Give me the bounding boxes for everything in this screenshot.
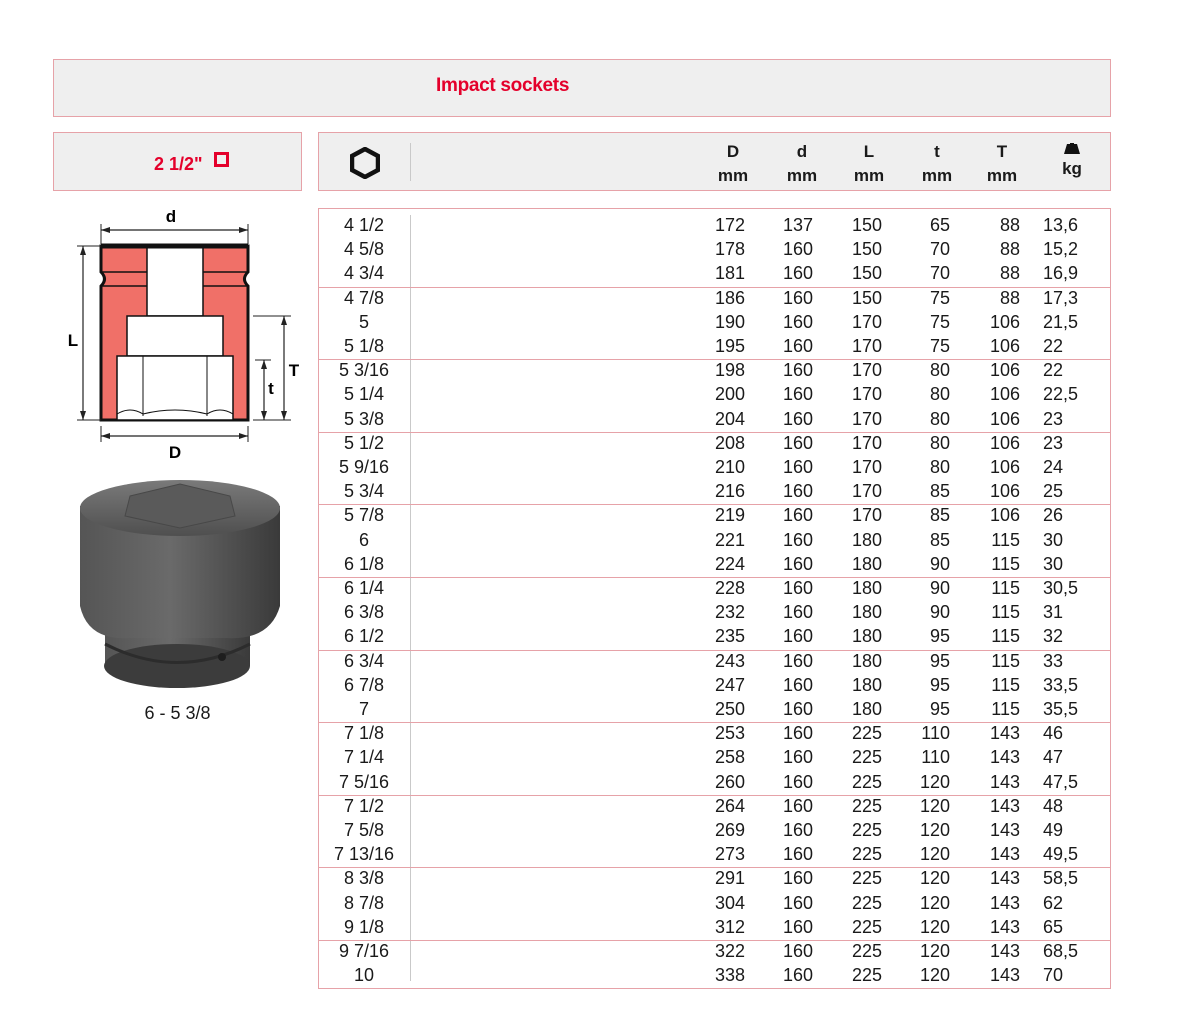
cell-L: 225	[851, 892, 882, 913]
col-header-t: t mm	[921, 142, 953, 185]
cell-kg: 65	[1043, 916, 1064, 937]
cell-t: 80	[929, 457, 950, 477]
cell-D: 208	[714, 432, 745, 453]
cell-size: 6 3/8	[343, 602, 385, 623]
cell-d: 160	[782, 650, 813, 671]
cell-T: 143	[989, 965, 1020, 986]
cell-d: 160	[782, 457, 813, 477]
cell-T: 115	[991, 578, 1020, 598]
cell-D: 210	[714, 457, 745, 477]
cell-d: 160	[782, 844, 813, 865]
cell-t: 120	[919, 844, 950, 865]
cell-t: 120	[919, 868, 950, 889]
cell-t: 120	[919, 795, 950, 816]
cell-d: 160	[782, 602, 813, 623]
col-header-weight: kg	[1042, 140, 1102, 181]
cell-size: 7 5/16	[338, 771, 390, 792]
cell-L: 180	[851, 602, 882, 623]
cell-T: 88	[999, 287, 1020, 308]
cell-kg: 24	[1043, 457, 1064, 477]
cell-D: 224	[714, 553, 745, 574]
photo-caption: 6 - 5 3/8	[144, 703, 211, 723]
table-row	[319, 503, 1110, 527]
cell-kg: 70	[1043, 965, 1064, 986]
cell-D: 338	[714, 965, 745, 986]
table-row	[319, 697, 1110, 721]
cell-t: 95	[929, 650, 950, 671]
cell-D: 198	[714, 360, 745, 381]
cell-t: 95	[929, 626, 950, 647]
table-row	[319, 866, 1110, 890]
label-t: t	[268, 379, 274, 398]
cell-d: 137	[782, 215, 813, 235]
cell-size: 5 9/16	[338, 457, 390, 477]
cell-size: 5 3/16	[338, 360, 390, 381]
cell-L: 180	[851, 650, 882, 671]
cell-L: 180	[851, 626, 882, 647]
cell-d: 160	[782, 747, 813, 768]
cell-D: 232	[714, 602, 745, 623]
cell-size: 6 1/2	[343, 626, 385, 647]
cell-L: 225	[851, 820, 882, 840]
cell-kg: 22	[1043, 336, 1064, 356]
cell-L: 150	[851, 287, 882, 308]
cell-D: 219	[714, 505, 745, 526]
cell-L: 180	[851, 699, 882, 719]
table-row	[319, 334, 1110, 358]
cell-T: 106	[989, 336, 1020, 356]
cell-D: 258	[714, 747, 745, 768]
table-row	[319, 431, 1110, 455]
cell-T: 106	[989, 457, 1020, 477]
cell-size: 4 3/4	[343, 263, 385, 284]
cell-t: 120	[919, 941, 950, 961]
cell-T: 88	[999, 263, 1020, 284]
cell-L: 225	[851, 916, 882, 937]
cell-size: 7 1/8	[343, 723, 385, 744]
cell-d: 160	[782, 868, 813, 889]
table-row	[319, 237, 1110, 261]
cell-d: 160	[782, 384, 813, 405]
table-row	[319, 382, 1110, 406]
cell-size: 5 1/2	[343, 432, 385, 453]
cell-size: 10	[353, 965, 375, 986]
cell-size: 8 3/8	[343, 868, 385, 889]
cell-size: 6 3/4	[343, 650, 385, 671]
cell-kg: 17,3	[1043, 287, 1079, 308]
cell-kg: 47,5	[1043, 771, 1079, 792]
table-row	[319, 286, 1110, 310]
cell-t: 120	[919, 771, 950, 792]
cell-D: 221	[714, 529, 745, 550]
cell-T: 106	[989, 505, 1020, 526]
cell-T: 106	[989, 432, 1020, 453]
cell-size: 7	[358, 699, 369, 719]
cell-L: 170	[851, 481, 882, 502]
table-row	[319, 261, 1110, 285]
col-header-d: d mm	[786, 142, 818, 185]
cell-D: 273	[714, 844, 745, 865]
cell-t: 75	[929, 287, 950, 308]
table-row	[319, 939, 1110, 963]
cell-size: 7 1/4	[343, 747, 385, 768]
cell-D: 247	[714, 674, 745, 695]
cell-T: 115	[991, 650, 1020, 671]
cell-d: 160	[782, 529, 813, 550]
cell-size: 5 1/4	[343, 384, 385, 405]
table-row	[319, 479, 1110, 503]
cell-D: 243	[714, 650, 745, 671]
cell-d: 160	[782, 626, 813, 647]
cell-size: 5 3/4	[343, 481, 385, 502]
cell-D: 291	[714, 868, 745, 889]
table-row	[319, 794, 1110, 818]
cell-T: 115	[991, 602, 1020, 623]
cell-kg: 15,2	[1043, 239, 1079, 260]
cell-d: 160	[782, 795, 813, 816]
table-row	[319, 891, 1110, 915]
cell-size: 7 13/16	[333, 844, 395, 865]
cell-t: 120	[919, 892, 950, 913]
square-drive-icon	[214, 152, 229, 167]
cell-kg: 30,5	[1043, 578, 1079, 598]
cell-size: 9 1/8	[343, 916, 385, 937]
cell-L: 170	[851, 457, 882, 477]
cell-L: 170	[851, 384, 882, 405]
cell-t: 95	[929, 699, 950, 719]
cell-d: 160	[782, 432, 813, 453]
cell-D: 312	[714, 916, 745, 937]
cell-T: 143	[989, 844, 1020, 865]
table-row	[319, 310, 1110, 334]
cell-kg: 26	[1043, 505, 1064, 526]
cell-size: 5 1/8	[343, 336, 385, 356]
table-row	[319, 358, 1110, 382]
table-row	[319, 963, 1110, 987]
cell-kg: 22,5	[1043, 384, 1079, 405]
header-divider	[410, 143, 411, 181]
cell-L: 170	[851, 505, 882, 526]
cell-d: 160	[782, 263, 813, 284]
cell-T: 88	[999, 239, 1020, 260]
cell-T: 106	[989, 408, 1020, 429]
cell-L: 180	[851, 529, 882, 550]
cell-t: 70	[929, 239, 950, 260]
cell-L: 225	[851, 795, 882, 816]
cell-L: 170	[851, 432, 882, 453]
cell-D: 190	[714, 311, 745, 332]
cell-D: 228	[714, 578, 745, 598]
cell-d: 160	[782, 336, 813, 356]
cell-L: 225	[851, 941, 882, 961]
cell-d: 160	[782, 287, 813, 308]
col-header-L: L mm	[853, 142, 885, 185]
cell-kg: 46	[1043, 723, 1064, 744]
cell-t: 80	[929, 408, 950, 429]
cell-t: 95	[929, 674, 950, 695]
cell-kg: 33,5	[1043, 674, 1079, 695]
cell-kg: 49,5	[1043, 844, 1079, 865]
cell-D: 186	[714, 287, 745, 308]
cell-T: 143	[989, 795, 1020, 816]
cell-L: 150	[851, 215, 882, 235]
cell-kg: 47	[1043, 747, 1064, 768]
cell-D: 250	[714, 699, 745, 719]
cell-d: 160	[782, 820, 813, 840]
cell-kg: 22	[1043, 360, 1064, 381]
cell-D: 260	[714, 771, 745, 792]
cell-T: 115	[991, 626, 1020, 647]
cell-t: 80	[929, 360, 950, 381]
label-T: T	[288, 361, 300, 380]
cell-D: 269	[714, 820, 745, 840]
cell-kg: 30	[1043, 529, 1064, 550]
cell-t: 110	[921, 723, 950, 744]
cell-d: 160	[782, 360, 813, 381]
cell-d: 160	[782, 771, 813, 792]
cell-D: 322	[714, 941, 745, 961]
col-header-D: D mm	[717, 142, 749, 185]
cell-T: 88	[999, 215, 1020, 235]
cell-kg: 31	[1043, 602, 1064, 623]
cell-L: 150	[851, 263, 882, 284]
cell-T: 143	[989, 771, 1020, 792]
cell-L: 225	[851, 723, 882, 744]
cell-L: 225	[851, 747, 882, 768]
cell-size: 4 5/8	[343, 239, 385, 260]
table-row	[319, 600, 1110, 624]
cell-t: 80	[929, 384, 950, 405]
cell-d: 160	[782, 311, 813, 332]
cell-t: 75	[929, 311, 950, 332]
table-row	[319, 915, 1110, 939]
sockets-table	[318, 208, 1111, 989]
cell-d: 160	[782, 941, 813, 961]
cell-kg: 21,5	[1043, 311, 1079, 332]
table-row	[319, 407, 1110, 431]
cell-L: 170	[851, 408, 882, 429]
table-row	[319, 770, 1110, 794]
socket-photo	[70, 476, 290, 696]
table-row	[319, 528, 1110, 552]
label-d: d	[165, 207, 177, 226]
cell-kg: 49	[1043, 820, 1064, 840]
cell-d: 160	[782, 699, 813, 719]
cell-L: 225	[851, 771, 882, 792]
cell-L: 170	[851, 360, 882, 381]
cell-L: 180	[851, 578, 882, 598]
cell-L: 225	[851, 965, 882, 986]
cell-T: 143	[989, 723, 1020, 744]
cell-kg: 13,6	[1043, 215, 1079, 235]
table-row	[319, 649, 1110, 673]
cell-t: 90	[929, 578, 950, 598]
table-row	[319, 213, 1110, 237]
weight-icon	[1063, 143, 1081, 155]
hexagon-icon	[350, 147, 380, 179]
cell-d: 160	[782, 239, 813, 260]
cell-L: 180	[851, 674, 882, 695]
cell-T: 143	[989, 820, 1020, 840]
cell-L: 225	[851, 844, 882, 865]
cell-t: 90	[929, 553, 950, 574]
cell-kg: 25	[1043, 481, 1064, 502]
cell-kg: 48	[1043, 795, 1064, 816]
cell-D: 172	[714, 215, 745, 235]
cell-t: 80	[929, 432, 950, 453]
table-row	[319, 624, 1110, 648]
table-row	[319, 818, 1110, 842]
cell-kg: 33	[1043, 650, 1064, 671]
cell-D: 264	[714, 795, 745, 816]
col-header-T: T mm	[986, 142, 1018, 185]
drive-size-label: 2 1/2"	[154, 154, 203, 174]
cell-size: 7 5/8	[343, 820, 385, 840]
cell-L: 150	[851, 239, 882, 260]
drive-size-box	[53, 132, 302, 191]
cell-size: 9 7/16	[338, 941, 390, 961]
table-header	[318, 132, 1111, 191]
cell-size: 4 7/8	[343, 287, 385, 308]
cell-size: 5 3/8	[343, 408, 385, 429]
cell-size: 6 1/8	[343, 553, 385, 574]
cell-D: 216	[714, 481, 745, 502]
cell-t: 120	[919, 916, 950, 937]
cell-T: 143	[989, 747, 1020, 768]
table-row	[319, 745, 1110, 769]
cell-size: 7 1/2	[343, 795, 385, 816]
page-title: Impact sockets	[436, 75, 570, 96]
cell-d: 160	[782, 674, 813, 695]
title-bar	[53, 59, 1111, 117]
cell-size: 5	[358, 311, 369, 332]
cell-d: 160	[782, 578, 813, 598]
cell-L: 170	[851, 311, 882, 332]
table-row	[319, 842, 1110, 866]
cell-kg: 35,5	[1043, 699, 1079, 719]
cell-kg: 23	[1043, 408, 1064, 429]
cell-T: 115	[991, 674, 1020, 695]
cell-size: 8 7/8	[343, 892, 385, 913]
table-row	[319, 455, 1110, 479]
cell-D: 181	[714, 263, 745, 284]
cell-L: 225	[851, 868, 882, 889]
cell-d: 160	[782, 481, 813, 502]
cell-D: 195	[714, 336, 745, 356]
cell-T: 115	[991, 699, 1020, 719]
cell-t: 85	[929, 505, 950, 526]
cell-T: 143	[989, 916, 1020, 937]
cell-T: 106	[989, 481, 1020, 502]
cell-size: 4 1/2	[343, 215, 385, 235]
cell-t: 90	[929, 602, 950, 623]
label-D: D	[168, 443, 182, 462]
cell-D: 304	[714, 892, 745, 913]
cell-t: 75	[929, 336, 950, 356]
table-row	[319, 721, 1110, 745]
cell-size: 6 1/4	[343, 578, 385, 598]
cell-T: 106	[989, 311, 1020, 332]
cell-t: 120	[919, 820, 950, 840]
cell-kg: 68,5	[1043, 941, 1079, 961]
cell-kg: 16,9	[1043, 263, 1079, 284]
cell-d: 160	[782, 916, 813, 937]
cell-T: 106	[989, 360, 1020, 381]
cell-d: 160	[782, 505, 813, 526]
cell-d: 160	[782, 408, 813, 429]
cell-L: 170	[851, 336, 882, 356]
cell-kg: 62	[1043, 892, 1064, 913]
cell-t: 120	[919, 965, 950, 986]
cell-t: 70	[929, 263, 950, 284]
cell-T: 106	[989, 384, 1020, 405]
cell-D: 235	[714, 626, 745, 647]
cell-kg: 23	[1043, 432, 1064, 453]
cell-size: 5 7/8	[343, 505, 385, 526]
cell-t: 65	[929, 215, 950, 235]
cell-d: 160	[782, 723, 813, 744]
cell-t: 85	[929, 481, 950, 502]
cell-T: 143	[989, 892, 1020, 913]
cell-T: 143	[989, 868, 1020, 889]
cell-d: 160	[782, 553, 813, 574]
cell-T: 115	[991, 529, 1020, 550]
cell-D: 204	[714, 408, 745, 429]
cell-d: 160	[782, 892, 813, 913]
cell-T: 115	[991, 553, 1020, 574]
cell-kg: 58,5	[1043, 868, 1079, 889]
cell-kg: 30	[1043, 553, 1064, 574]
cell-t: 110	[921, 747, 950, 768]
cell-d: 160	[782, 965, 813, 986]
table-row	[319, 673, 1110, 697]
cell-t: 85	[929, 529, 950, 550]
socket-dimension-diagram	[55, 200, 310, 465]
table-row	[319, 552, 1110, 576]
cell-size: 6 7/8	[343, 674, 385, 695]
cell-T: 143	[989, 941, 1020, 961]
cell-D: 253	[714, 723, 745, 744]
cell-D: 178	[714, 239, 745, 260]
label-L: L	[67, 331, 79, 350]
cell-kg: 32	[1043, 626, 1064, 647]
table-row	[319, 576, 1110, 600]
cell-D: 200	[714, 384, 745, 405]
cell-L: 180	[851, 553, 882, 574]
cell-size: 6	[358, 529, 369, 550]
